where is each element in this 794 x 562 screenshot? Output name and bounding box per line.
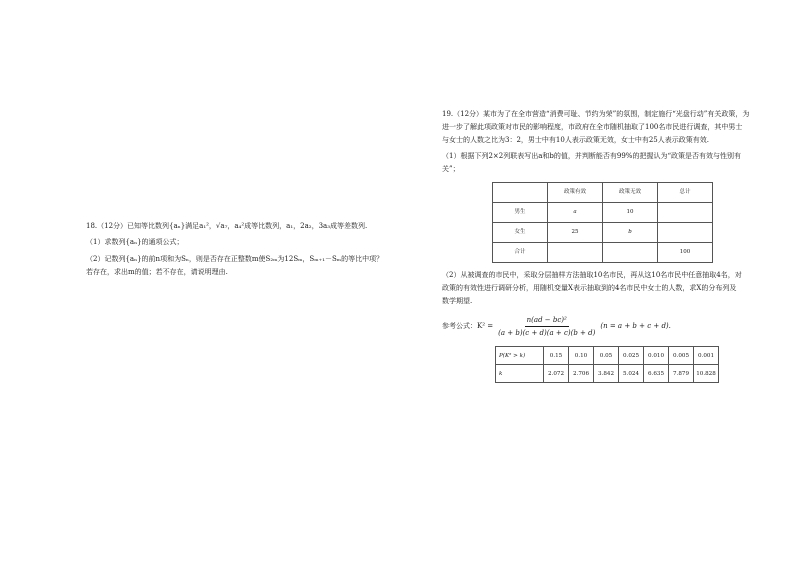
- q19-part1-line1: （1）根据下列2×2列联表写出a和b的值，并判断能否有99%的把握认为“政策是否有效与性别有: [442, 151, 742, 160]
- table-cell: a: [548, 202, 603, 222]
- table-cell: [658, 202, 713, 222]
- table-cell: 2.706: [569, 365, 594, 383]
- q18-stem: 18.（12分）已知等比数列{aₙ}满足a₁²，√a₇，a₄²成等比数列，a₁，2a₂，3a₃成等差数列.: [86, 222, 368, 230]
- table-cell: [493, 182, 548, 202]
- table-cell: 男生: [493, 202, 548, 222]
- q18-part2-line1: （2）记数列{aₙ}的前n项和为Sₙ，则是否存在正整数m使S₂ₘ为12Sₘ，Sₘ₊₁－Sₘ的等比中项？: [86, 254, 384, 263]
- q19-part2-line2: 政策的有效性进行调研分析，用随机变量X表示抽取到的4名市民中女士的人数，求X的分布列及: [442, 283, 737, 292]
- table-cell: P(K² > k): [496, 347, 544, 365]
- q18-part1: （1）求数列{aₙ}的通项公式；: [86, 238, 184, 247]
- table-cell: 0.05: [594, 347, 619, 365]
- table-cell: 0.10: [569, 347, 594, 365]
- table-cell: 10: [603, 202, 658, 222]
- formula-numerator: n(ad − bc)²: [525, 314, 569, 328]
- q19-part1-line2: 关”；: [442, 164, 460, 173]
- table-cell: 7.879: [669, 365, 694, 383]
- question-19: [442, 108, 762, 383]
- table-cell: 0.15: [544, 347, 569, 365]
- formula-condition: (n = a + b + c + d).: [600, 322, 671, 331]
- table-cell: 3.842: [594, 365, 619, 383]
- q19-stem-line2: 进一步了解此项政策对市民的影响程度，市政府在全市随机抽取了100名市民进行调查，其中男士: [442, 122, 743, 131]
- table-cell: k: [496, 365, 544, 383]
- contingency-table: [492, 182, 713, 263]
- formula-label: 参考公式：K² =: [442, 322, 494, 331]
- table-cell: 政策有效: [548, 182, 603, 202]
- table-cell: [658, 222, 713, 242]
- table-cell: 25: [548, 222, 603, 242]
- table-cell: 2.072: [544, 365, 569, 383]
- formula-denominator: (a + b)(c + d)(a + c)(b + d): [498, 329, 596, 338]
- q19-stem-line1: 19.（12分）某市为了在全市营造“消费可耻、节约为荣”的氛围，制定施行“光盘行动”有关政策，为: [442, 110, 750, 118]
- q19-stem-line3: 与女士的人数之比为3：2，男士中有10人表示政策无效，女士中有25人表示政策有效.: [442, 135, 709, 144]
- table-cell: 0.010: [644, 347, 669, 365]
- table-cell: b: [603, 222, 658, 242]
- table-cell: 5.024: [619, 365, 644, 383]
- reference-formula: [442, 314, 762, 341]
- table-cell: 6.635: [644, 365, 669, 383]
- table-cell: 女生: [493, 222, 548, 242]
- table-row: [496, 365, 719, 383]
- formula-fraction: [496, 314, 597, 341]
- table-cell: 10.828: [694, 365, 719, 383]
- table-row: [493, 202, 713, 222]
- table-row: [493, 222, 713, 242]
- table-cell: 合计: [493, 242, 548, 262]
- q18-part2-line2: 若存在，求出m的值；若不存在，请说明理由.: [86, 267, 228, 276]
- table-row: [496, 347, 719, 365]
- table-cell: 0.025: [619, 347, 644, 365]
- q19-part2-line1: （2）从被调查的市民中，采取分层抽样方法抽取10名市民，再从这10名市民中任意抽取4名，对: [442, 270, 742, 279]
- question-18: [86, 220, 406, 282]
- table-cell: [548, 242, 603, 262]
- table-cell: [603, 242, 658, 262]
- table-cell: 100: [658, 242, 713, 262]
- table-header-row: [493, 182, 713, 202]
- critical-value-table: [495, 346, 719, 383]
- table-cell: 0.005: [669, 347, 694, 365]
- table-cell: 0.001: [694, 347, 719, 365]
- table-cell: 政策无效: [603, 182, 658, 202]
- q19-part2-line3: 数学期望.: [442, 296, 473, 305]
- table-row: [493, 242, 713, 262]
- table-cell: 总计: [658, 182, 713, 202]
